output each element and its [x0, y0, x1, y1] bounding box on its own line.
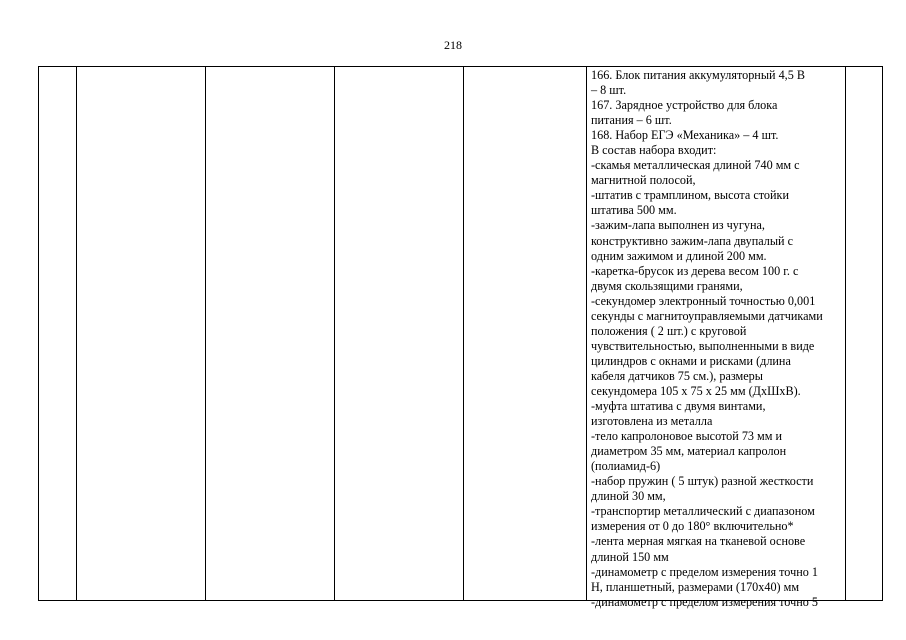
text-line: кабеля датчиков 75 см.), размеры: [591, 368, 763, 383]
text-line: -скамья металлическая длиной 740 мм с: [591, 158, 800, 173]
text-line: – 8 шт.: [591, 83, 627, 98]
text-line: -динамометр с пределом измерения точно 5: [591, 594, 818, 609]
text-line: цилиндров с окнами и рисками (длина: [591, 353, 791, 368]
text-line: В состав набора входит:: [591, 143, 717, 158]
text-line: секундомера 105 х 75 х 25 мм (ДхШхВ).: [591, 383, 801, 398]
text-line: 167. Зарядное устройство для блока: [591, 98, 778, 113]
text-line: изготовлена из металла: [591, 414, 713, 429]
text-line: двумя скользящими гранями,: [591, 278, 743, 293]
text-line: чувствительностью, выполненными в виде: [591, 338, 815, 353]
text-line: Н, планшетный, размерами (170х40) мм: [591, 579, 800, 594]
text-line: магнитной полосой,: [591, 173, 696, 188]
equipment-table: [38, 66, 883, 609]
text-line: длиной 150 мм: [591, 549, 669, 564]
text-line: -лента мерная мягкая на тканевой основе: [591, 534, 806, 549]
text-line: одним зажимом и длиной 200 мм.: [591, 248, 767, 263]
text-line: 168. Набор ЕГЭ «Механика» – 4 шт.: [591, 128, 779, 143]
text-line: -динамометр с пределом измерения точно 1: [591, 564, 818, 579]
text-line: -штатив с трамплином, высота стойки: [591, 188, 789, 203]
text-line: -тело капролоновое высотой 73 мм и: [591, 429, 783, 444]
text-line: штатива 500 мм.: [591, 203, 677, 218]
text-line: питания – 6 шт.: [591, 113, 672, 128]
column-divider: [76, 67, 77, 600]
text-line: диаметром 35 мм, материал капролон: [591, 444, 787, 459]
text-line: -зажим-лапа выполнен из чугуна,: [591, 218, 765, 233]
text-line: конструктивно зажим-лапа двупалый с: [591, 233, 794, 248]
text-line: -секундомер электронный точностью 0,001: [591, 293, 816, 308]
text-line: положения ( 2 шт.) с круговой: [591, 323, 747, 338]
text-line: -каретка-брусок из дерева весом 100 г. с: [591, 263, 799, 278]
text-line: -набор пружин ( 5 штук) разной жесткости: [591, 474, 814, 489]
column-divider: [334, 67, 335, 600]
column-divider: [463, 67, 464, 600]
column-divider: [586, 67, 587, 600]
text-line: -транспортир металлический с диапазоном: [591, 504, 815, 519]
text-line: длиной 30 мм,: [591, 489, 666, 504]
text-line: 166. Блок питания аккумуляторный 4,5 В: [591, 68, 805, 82]
column-divider: [205, 67, 206, 600]
page-number: 218: [444, 38, 462, 52]
text-line: секунды с магнитоуправляемыми датчиками: [591, 308, 823, 323]
equipment-description-cell: [591, 68, 891, 610]
text-line: измерения от 0 до 180° включительно*: [591, 519, 794, 534]
text-line: -муфта штатива с двумя винтами,: [591, 399, 766, 414]
text-line: (полиамид-6): [591, 459, 661, 474]
